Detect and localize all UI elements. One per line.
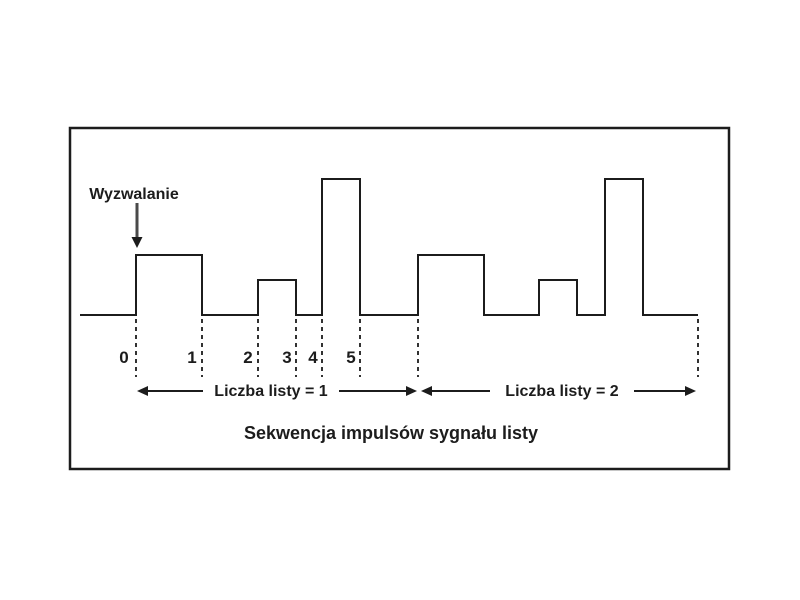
diagram-title: Sekwencja impulsów sygnału listy [243,423,539,443]
trigger-down-arrow [132,203,143,248]
arrowhead-right-icon [685,386,696,396]
arrowhead-left-icon [137,386,148,396]
interval-number: 3 [282,348,292,367]
arrowhead-right-icon [406,386,417,396]
boundary-dashed-lines [136,319,698,377]
interval-number: 0 [119,348,129,367]
trigger-label: Wyzwalanie [89,186,179,203]
list-count-1-label: Liczba listy = 1 [214,383,328,400]
interval-numbers [119,348,355,367]
interval-number: 5 [346,348,356,367]
interval-number: 1 [187,348,197,367]
list-count-2-label: Liczba listy = 2 [505,383,619,400]
arrowhead-left-icon [421,386,432,396]
interval-number: 4 [308,348,318,367]
interval-number: 2 [243,348,253,367]
trigger-arrowhead-icon [132,237,143,248]
